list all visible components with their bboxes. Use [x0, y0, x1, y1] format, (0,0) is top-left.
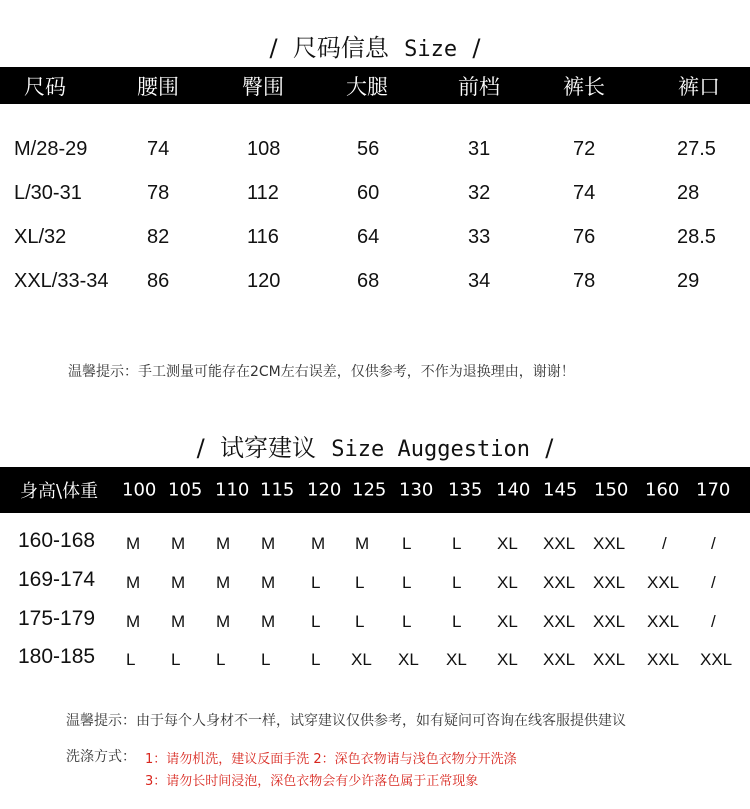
size-title-prefix: / 尺码信息 [269, 34, 389, 62]
size-suggestion: M [126, 573, 141, 592]
size-cell: 68 [357, 270, 380, 292]
height-range: 180-185 [18, 645, 96, 668]
size-suggestion: XXL [593, 612, 626, 631]
size-suggestion: M [216, 573, 231, 592]
height-range: 169-174 [18, 568, 96, 591]
weight-header: 100 [122, 479, 157, 501]
weight-header: 115 [260, 479, 295, 501]
size-suggestion: L [452, 534, 462, 553]
washing-instruction-line1: 1：请勿机洗，建议反面手洗 2：深色衣物请与浅色衣物分开洗涤 [145, 752, 517, 767]
size-suggestion-title [0, 428, 750, 463]
size-cell: 82 [147, 226, 170, 248]
size-suggestion: XXL [543, 573, 576, 592]
weight-header: 160 [645, 479, 680, 501]
size-suggestion: M [216, 612, 231, 631]
size-info-title [0, 28, 750, 63]
size-suggestion: / [711, 573, 716, 592]
size-cell: 78 [573, 270, 596, 292]
size-header-cell: 腰围 [137, 74, 179, 99]
size-suggestion: XXL [543, 534, 576, 553]
size-header-cell: 裤长 [563, 74, 605, 99]
size-cell: L/30-31 [14, 182, 82, 204]
size-suggestion: L [452, 612, 462, 631]
size-cell: 76 [573, 226, 596, 248]
size-suggestion: / [711, 612, 716, 631]
size-suggestion: XL [398, 650, 419, 669]
size-suggestion: L [355, 573, 365, 592]
size-suggestion: M [216, 534, 231, 553]
size-suggestion: XXL [593, 573, 626, 592]
size-cell: M/28-29 [14, 138, 88, 160]
size-suggestion: M [261, 534, 276, 553]
size-suggestion: L [452, 573, 462, 592]
size-cell: 33 [468, 226, 491, 248]
size-header-cell: 臀围 [242, 74, 284, 99]
size-suggestion: L [311, 612, 321, 631]
weight-header: 145 [543, 479, 578, 501]
size-cell: 28.5 [677, 226, 716, 248]
size-suggestion: M [126, 534, 141, 553]
size-cell: 108 [247, 138, 281, 160]
size-suggestion: XL [497, 534, 518, 553]
size-suggestion: L [355, 612, 365, 631]
suggestion-table-header [0, 467, 750, 513]
size-suggestion: XL [351, 650, 372, 669]
size-cell: 28 [677, 182, 700, 204]
size-suggestion: XXL [543, 650, 576, 669]
size-cell: 72 [573, 138, 596, 160]
size-suggestion: XXL [593, 650, 626, 669]
size-title-latin: Size [404, 37, 458, 62]
weight-header: 135 [448, 479, 483, 501]
size-cell: 74 [573, 182, 596, 204]
size-cell: 112 [247, 182, 279, 204]
size-suggestion: / [662, 534, 667, 553]
sugg-title-prefix: / 试穿建议 [196, 434, 317, 462]
size-cell: 27.5 [677, 138, 716, 160]
size-suggestion: XL [497, 573, 518, 592]
size-suggestion: XL [446, 650, 467, 669]
washing-instruction-line2: 3：请勿长时间浸泡，深色衣物会有少许落色属于正常现象 [145, 774, 479, 789]
size-suggestion: L [311, 573, 321, 592]
size-cell: 78 [147, 182, 170, 204]
size-suggestion: M [171, 612, 186, 631]
size-cell: 120 [247, 270, 281, 292]
size-cell: 34 [468, 270, 491, 292]
size-suggestion: M [261, 612, 276, 631]
size-suggestion: M [355, 534, 370, 553]
size-cell: XL/32 [14, 226, 67, 248]
size-cell: 64 [357, 226, 380, 248]
weight-header: 170 [696, 479, 731, 501]
size-suggestion: L [311, 650, 321, 669]
weight-header: 110 [215, 479, 250, 501]
size-suggestion: M [311, 534, 326, 553]
size-suggestion: L [402, 534, 412, 553]
size-suggestion: XXL [593, 534, 626, 553]
size-suggestion: XXL [700, 650, 733, 669]
weight-header: 105 [168, 479, 203, 501]
size-suggestion: XL [497, 612, 518, 631]
size-cell: 86 [147, 270, 170, 292]
sugg-title-latin: Size Auggestion [331, 437, 530, 462]
size-header-cell: 尺码 [24, 74, 66, 99]
size-cell: 60 [357, 182, 380, 204]
size-suggestion: XL [497, 650, 518, 669]
size-suggestion: L [261, 650, 271, 669]
size-suggestion: L [402, 612, 412, 631]
size-cell: 116 [247, 226, 279, 248]
height-range: 160-168 [18, 529, 96, 552]
size-cell: 56 [357, 138, 380, 160]
size-suggestion: M [171, 534, 186, 553]
washing-label: 洗涤方式： [66, 749, 136, 765]
size-suggestion: L [126, 650, 136, 669]
size-suggestion: L [216, 650, 226, 669]
weight-header: 130 [399, 479, 434, 501]
size-cell: 32 [468, 182, 491, 204]
weight-header: 120 [307, 479, 342, 501]
suggestion-note: 温馨提示：由于每个人身材不一样，试穿建议仅供参考，如有疑问可咨询在线客服提供建议 [66, 713, 626, 729]
size-table-header [0, 67, 750, 104]
size-cell: 31 [468, 138, 491, 160]
size-suggestion: L [402, 573, 412, 592]
size-cell: XXL/33-34 [14, 270, 109, 292]
size-header-cell: 裤口 [678, 74, 720, 99]
size-suggestion: XXL [647, 573, 680, 592]
size-suggestion: XXL [647, 612, 680, 631]
size-suggestion: L [171, 650, 181, 669]
size-suggestion: M [126, 612, 141, 631]
height-range: 175-179 [18, 607, 96, 630]
size-suggestion: XXL [543, 612, 576, 631]
weight-header: 150 [594, 479, 629, 501]
weight-header: 140 [496, 479, 531, 501]
size-suggestion: XXL [647, 650, 680, 669]
sugg-title-suffix: / [545, 434, 554, 462]
size-title-suffix: / [472, 34, 481, 62]
size-suggestion: M [171, 573, 186, 592]
measurement-note: 温馨提示：手工测量可能存在2CM左右误差，仅供参考，不作为退换理由，谢谢！ [68, 364, 575, 380]
size-suggestion: M [261, 573, 276, 592]
size-header-cell: 大腿 [346, 74, 388, 99]
size-cell: 29 [677, 270, 700, 292]
size-suggestion: / [711, 534, 716, 553]
corner-header: 身高\体重 [20, 481, 99, 502]
size-header-cell: 前档 [458, 74, 500, 99]
weight-header: 125 [352, 479, 387, 501]
size-cell: 74 [147, 138, 170, 160]
